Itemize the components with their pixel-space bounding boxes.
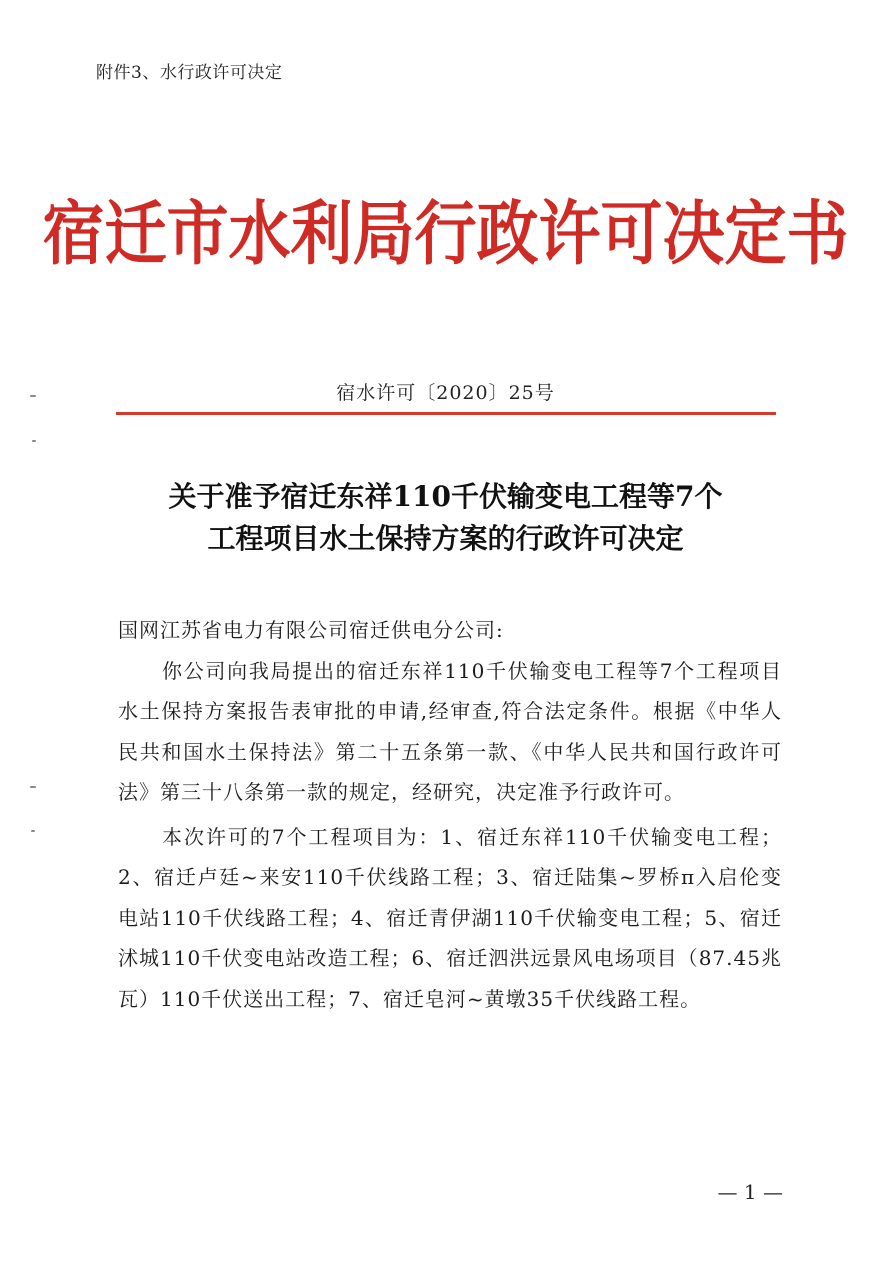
document-title-line-1: 关于准予宿迁东祥110千伏输变电工程等7个 xyxy=(168,480,723,513)
document-title xyxy=(0,476,891,560)
attachment-note: 附件3、水行政许可决定 xyxy=(96,63,283,83)
body-paragraph-1: 你公司向我局提出的宿迁东祥110千伏输变电工程等7个工程项目水土保持方案报告表审批的申请,经审查,符合法定条件。根据《中华人民共和国水土保持法》第二十五条第一款、《中华人民共和国行政许可法》第三十八条第一款的规定，经研究，决定准予行政许可。 xyxy=(118,658,782,804)
salutation: 国网江苏省电力有限公司宿迁供电分公司: xyxy=(118,618,504,642)
scan-speck xyxy=(30,786,36,788)
body-paragraph-2: 本次许可的7个工程项目为：1、宿迁东祥110千伏输变电工程；2、宿迁卢廷~来安110千伏线路工程；3、宿迁陆集~罗桥π入启伦变电站110千伏线路工程；4、宿迁青伊湖110千伏输变电工程；5、宿迁沭城110千伏变电站改造工程；6、宿迁泗洪远景风电场项目（87.45兆瓦）110千伏送出工程；7、宿迁皂河~黄墩35千伏线路工程。 xyxy=(118,824,782,1011)
document-number: 宿水许可〔2020〕25号 xyxy=(336,382,555,404)
red-divider-rule xyxy=(116,412,776,415)
document-header-title: 宿迁市水利局行政许可决定书 xyxy=(42,192,849,275)
scan-speck xyxy=(32,440,36,442)
page-number: — 1 — xyxy=(717,1180,783,1204)
document-body xyxy=(118,610,782,1019)
scan-speck xyxy=(31,830,35,832)
scan-speck xyxy=(30,395,36,397)
document-title-line-2: 工程项目水土保持方案的行政许可决定 xyxy=(207,522,684,555)
